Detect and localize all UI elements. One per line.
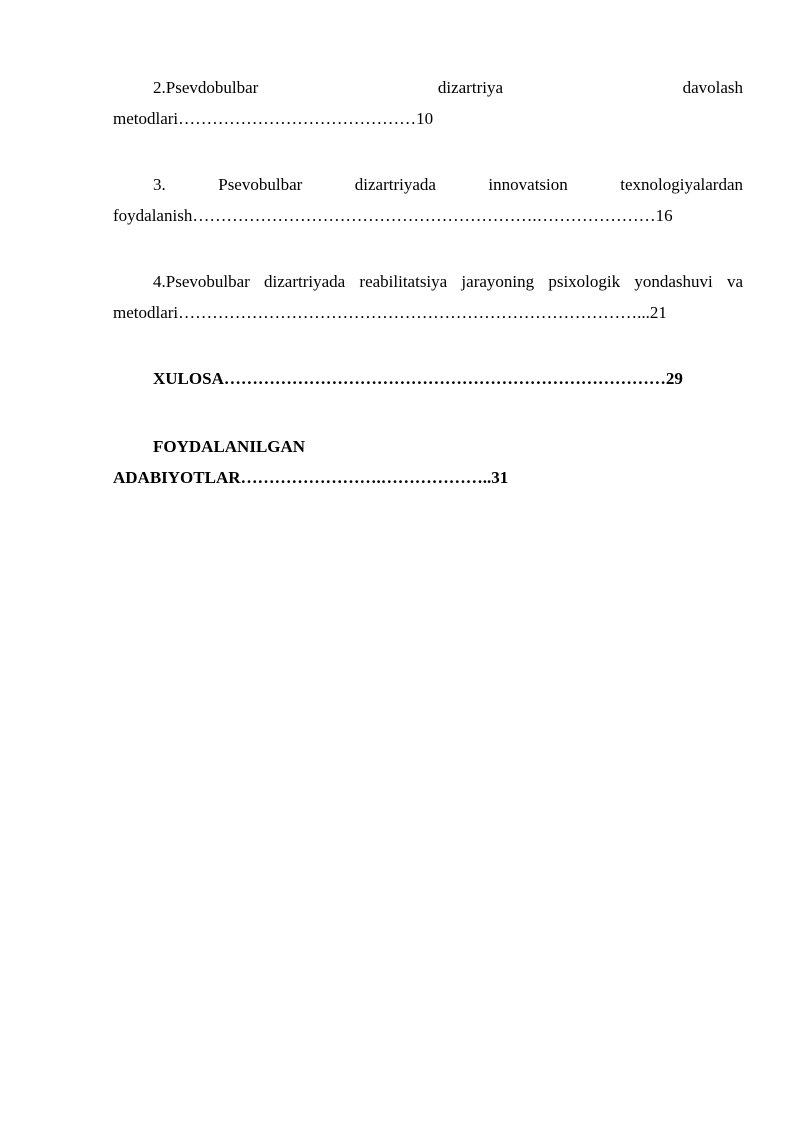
toc-entry-leader-page: ADABIYOTLAR…………………….………………..31: [113, 468, 509, 487]
toc-entry-title: FOYDALANILGAN: [153, 437, 306, 456]
toc-entry-title: 2.Psevdobulbar dizartriya davolash: [153, 78, 743, 97]
toc-entry-conclusion: [113, 363, 743, 394]
toc-entry-title: 3. Psevobulbar dizartriyada innovatsion texnologiyalardan: [153, 175, 743, 194]
toc-entry-treatment-methods: [113, 72, 743, 134]
toc-entry-innovative-technologies: [113, 169, 743, 231]
toc-entry-leader-page: foydalanish…………………………………………………….…………………16: [113, 206, 673, 225]
toc-entry-title: 4.Psevobulbar dizartriyada reabilitatsiya jarayoning psixologik yondashuvi va: [153, 272, 743, 291]
toc-entry-psychological-approach: [113, 266, 743, 328]
toc-entry-leader-page: metodlari……………………………………10: [113, 109, 434, 128]
toc-entry-title: XULOSA……………………………………………………………………29: [153, 369, 683, 388]
toc-entry-leader-page: metodlari………………………………………………………………………...21: [113, 303, 667, 322]
toc-entry-references: [113, 431, 743, 493]
